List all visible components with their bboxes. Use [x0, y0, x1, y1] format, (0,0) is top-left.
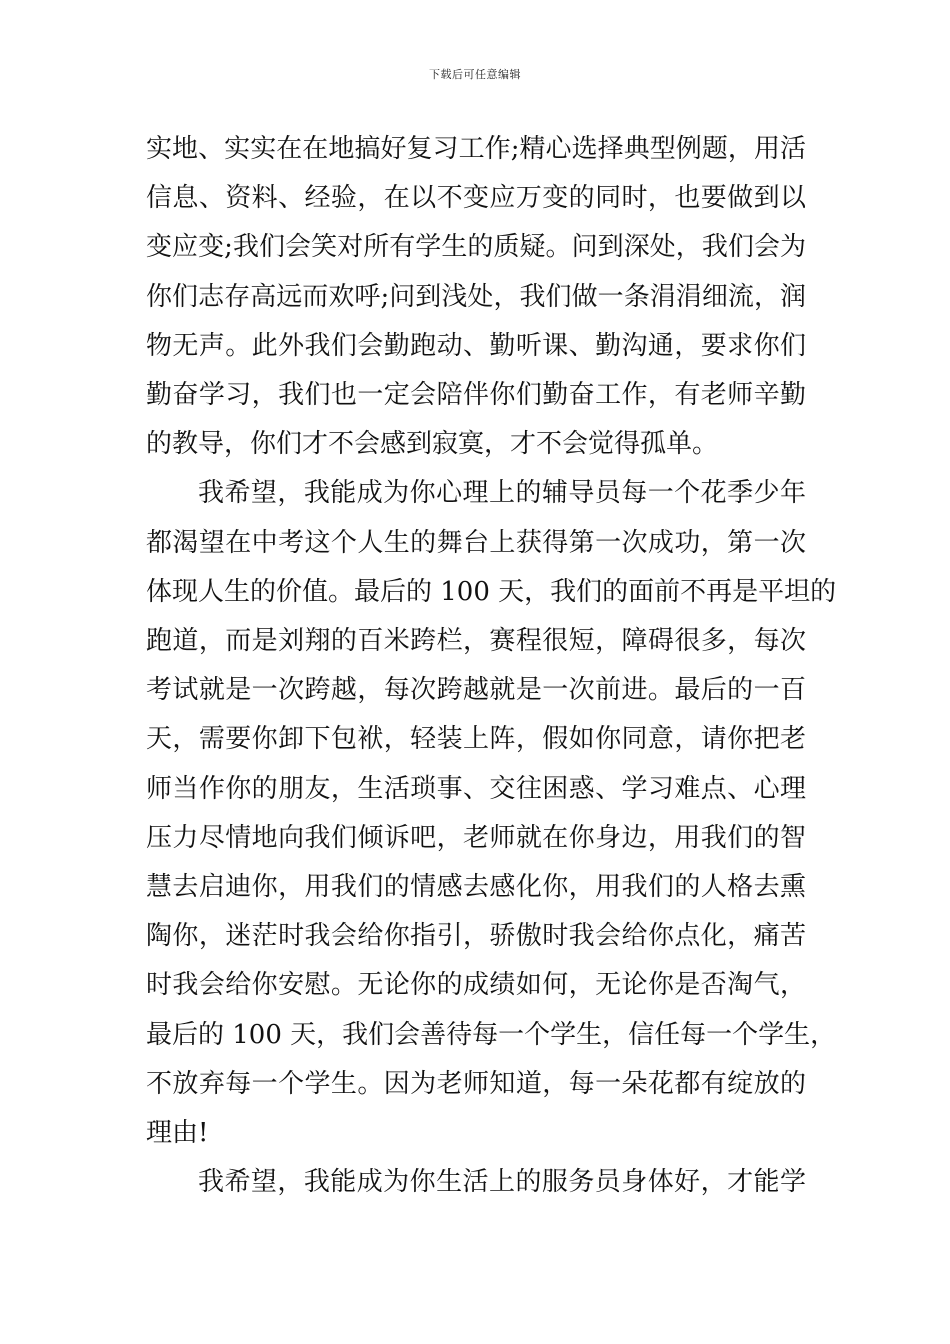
text-line: 体现人生的价值。最后的 100 天，我们的面前不再是平坦的	[146, 576, 837, 607]
text-line: 变应变;我们会笑对所有学生的质疑。问到深处，我们会为	[146, 232, 806, 263]
text-line: 我希望，我能成为你生活上的服务员身体好，才能学	[198, 1167, 806, 1198]
text-line: 跑道，而是刘翔的百米跨栏，赛程很短，障碍很多，每次	[146, 626, 806, 657]
text-line: 勤奋学习，我们也一定会陪伴你们勤奋工作，有老师辛勤	[146, 380, 806, 411]
text-line: 理由!	[146, 1118, 209, 1149]
text-line: 陶你，迷茫时我会给你指引，骄傲时我会给你点化，痛苦	[146, 921, 806, 952]
text-line: 时我会给你安慰。无论你的成绩如何，无论你是否淘气，	[146, 970, 806, 1001]
text-line: 我希望，我能成为你心理上的辅导员每一个花季少年	[198, 478, 806, 509]
text-line: 物无声。此外我们会勤跑动、勤听课、勤沟通，要求你们	[146, 330, 806, 361]
text-line: 最后的 100 天，我们会善待每一个学生，信任每一个学生，	[146, 1019, 837, 1050]
text-line: 信息、资料、经验，在以不变应万变的同时，也要做到以	[146, 183, 806, 214]
text-line: 慧去启迪你，用我们的情感去感化你，用我们的人格去熏	[146, 872, 806, 903]
text-line: 师当作你的朋友，生活琐事、交往困惑、学习难点、心理	[146, 773, 806, 804]
text-line: 不放弃每一个学生。因为老师知道，每一朵花都有绽放的	[146, 1068, 806, 1099]
text-line: 实地、实实在在地搞好复习工作;精心选择典型例题，用活	[146, 134, 806, 164]
paragraph	[146, 1158, 806, 1207]
paragraph	[146, 125, 806, 469]
text-line: 都渴望在中考这个人生的舞台上获得第一次成功，第一次	[146, 527, 806, 558]
text-line: 压力尽情地向我们倾诉吧，老师就在你身边，用我们的智	[146, 822, 806, 853]
text-line: 你们志存高远而欢呼;问到浅处，我们做一条涓涓细流，润	[146, 281, 806, 312]
text-line: 考试就是一次跨越，每次跨越就是一次前进。最后的一百	[146, 675, 806, 706]
paragraph	[146, 469, 837, 1158]
document-body	[146, 125, 837, 1207]
text-line: 天，需要你卸下包袱，轻装上阵，假如你同意，请你把老	[146, 724, 806, 755]
text-line: 的教导，你们才不会感到寂寞，才不会觉得孤单。	[146, 429, 719, 460]
header-note: 下载后可任意编辑	[429, 68, 521, 81]
